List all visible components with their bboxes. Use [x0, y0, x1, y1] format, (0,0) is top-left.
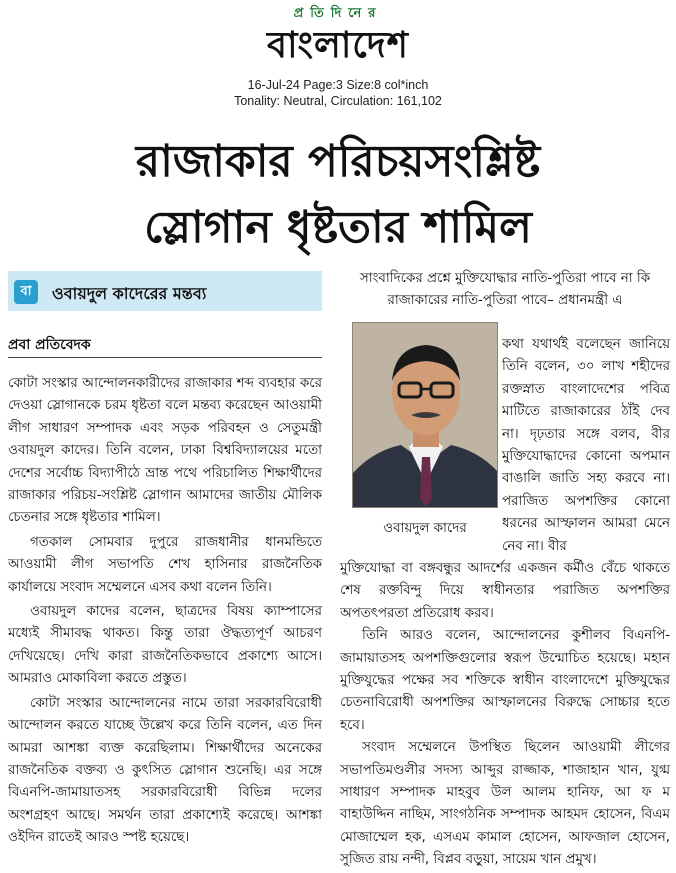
headline-line-1: রাজাকার পরিচয়সংশ্লিষ্ট: [135, 136, 541, 187]
subheading-banner: [8, 271, 322, 311]
byline: প্রবা প্রতিবেদক: [8, 337, 91, 353]
subheading-text: ওবায়দুল কাদেরের মন্তব্য: [52, 284, 207, 303]
paragraph: কোটা সংস্কার আন্দোলনকারীদের রাজাকার শব্দ ব্যবহার করে দেওয়া স্লোগানকে চরম ধৃষ্টতা বলে মন্তব্য করেছেন আওয়ামী লীগ সাধারণ সম্পাদক এবং সড়ক পরিবহন ও সেতুমন্ত্রী ওবায়দুল কাদের। তিনি বলেন, ঢাকা বিশ্ববিদ্যালয়ের মতো দেশের সর্বোচ্চ বিদ্যাপীঠে ভ্রান্ত পথে পরিচালিত শিক্ষার্থীদের রাজাকার পরিচয়-সংশ্লিষ্ট স্লোগান আমাদের জাতীয় মৌলিক চেতনার সঙ্গে ধৃষ্টতার শামিল।: [8, 376, 322, 526]
right-column-side-text: কথা যথার্থই বলেছেন জানিয়ে তিনি বলেন, ৩০ লাখ শহীদের রক্তস্নাত বাংলাদেশের পবিত্র মাটিতে রাজাকারের ঠাঁই দেব না। দৃঢ়তার সঙ্গে বলব, বীর মুক্তিযোদ্ধাদের কোনো অপমান বাঙালি জাতি সহ্য করবে না। পরাজিত অপশক্তির কোনো ধরনের আস্ফালন আমরা মেনে নেব না। বীর: [502, 337, 670, 554]
byline-divider: [8, 357, 322, 358]
masthead: [0, 0, 676, 112]
left-column: [8, 373, 322, 852]
paragraph: মুক্তিযোদ্ধা বা বঙ্গবন্ধুর আদর্শের একজন কর্মীও বেঁচে থাকতে শেষ রক্তবিন্দু দিয়ে স্বাধীনতার পরাজিত অপশক্তির অপতৎপরতা প্রতিরোধ করব।: [340, 561, 670, 621]
photo-caption: ওবায়দুল কাদের: [383, 521, 467, 536]
right-column-body: [340, 558, 670, 872]
portrait-photo: [352, 322, 498, 508]
paragraph: গতকাল সোমবার দুপুরে রাজধানীর ধানমন্ডিতে আওয়ামী লীগ সভাপতি শেখ হাসিনার রাজনৈতিক কার্যালয়ে সংবাদ সম্মেলনে এসব কথা বলেন তিনি।: [8, 534, 322, 595]
paragraph: তিনি আরও বলেন, আন্দোলনের কুশীলব বিএনপি-জামায়াতসহ অপশক্তিগুলোর স্বরূপ উন্মোচিত হয়েছে। মহান মুক্তিযুদ্ধের পক্ষের সব শক্তিকে স্বাধীন বাংলাদেশে মুক্তিযুদ্ধের চেতনাবিরোধী অপশক্তির আস্ফালনের বিরুদ্ধে সোচ্চার হতে হবে।: [340, 628, 670, 733]
right-column-lead: সাংবাদিকের প্রশ্নে মুক্তিযোদ্ধার নাতি-পুতিরা পাবে না কি রাজাকারের নাতি-পুতিরা পাবে– প্রধানমন্ত্রী এ: [359, 271, 651, 309]
masthead-tagline: প্রতিদিনের: [293, 6, 383, 21]
clipping-meta-date: 16-Jul-24 Page:3 Size:8 col*inch: [247, 78, 429, 92]
headline-line-2: স্লোগান ধৃষ্টতার শামিল: [144, 202, 532, 253]
paragraph: সংবাদ সম্মেলনে উপস্থিত ছিলেন আওয়ামী লীগের সভাপতিমণ্ডলীর সদস্য আব্দুর রাজ্জাক, শাজাহান খান, যুগ্ম সাধারণ সম্পাদক মাহবুব উল আলম হানিফ, আ ফ ম বাহাউদ্দিন নাছিম, সাংগঠনিক সম্পাদক আহমদ হোসেন, বিএম মোজাম্মেল হক, এসএম কামাল হোসেন, আফজাল হোসেন, সুজিত রায় নন্দী, বিপ্লব বড়ুয়া, সায়েম খান প্রমুখ।: [340, 740, 670, 868]
paragraph: ওবায়দুল কাদের বলেন, ছাত্রদের বিষয় ক্যাম্পাসের মধ্যেই সীমাবদ্ধ থাকত। কিন্তু তারা ঔদ্ধত্যপূর্ণ আচরণ দেখিয়েছে। দেখি কারা রাজনৈতিকভাবে প্রকাশ্যে আসে। আমরাও মোকাবিলা করতে প্রস্তুত।: [8, 604, 322, 687]
newspaper-logo: বাংলাদেশ: [267, 25, 409, 66]
portrait-illustration: [353, 323, 498, 508]
subheading-badge: বা: [14, 280, 38, 304]
clipping-meta-circulation: Tonality: Neutral, Circulation: 161,102: [234, 94, 442, 108]
paragraph: কোটা সংস্কার আন্দোলনের নামে তারা সরকারবিরোধী আন্দোলন করতে যাচ্ছে উল্লেখ করে তিনি বলেন, এত দিন আমরা আশঙ্কা ব্যক্ত করেছিলাম। শিক্ষার্থীদের অনেকের রাজনৈতিক বক্তব্য ও কুৎসিত স্লোগান শুনেছি। এর সঙ্গে বিএনপি-জামায়াতসহ সরকারবিরোধী বিভিন্ন দলের অংশগ্রহণ আছে। সমর্থন তারা প্রকাশ্যেই করেছে। আশঙ্কা ওইদিন রাতেই আরও স্পষ্ট হয়েছে।: [8, 695, 322, 846]
